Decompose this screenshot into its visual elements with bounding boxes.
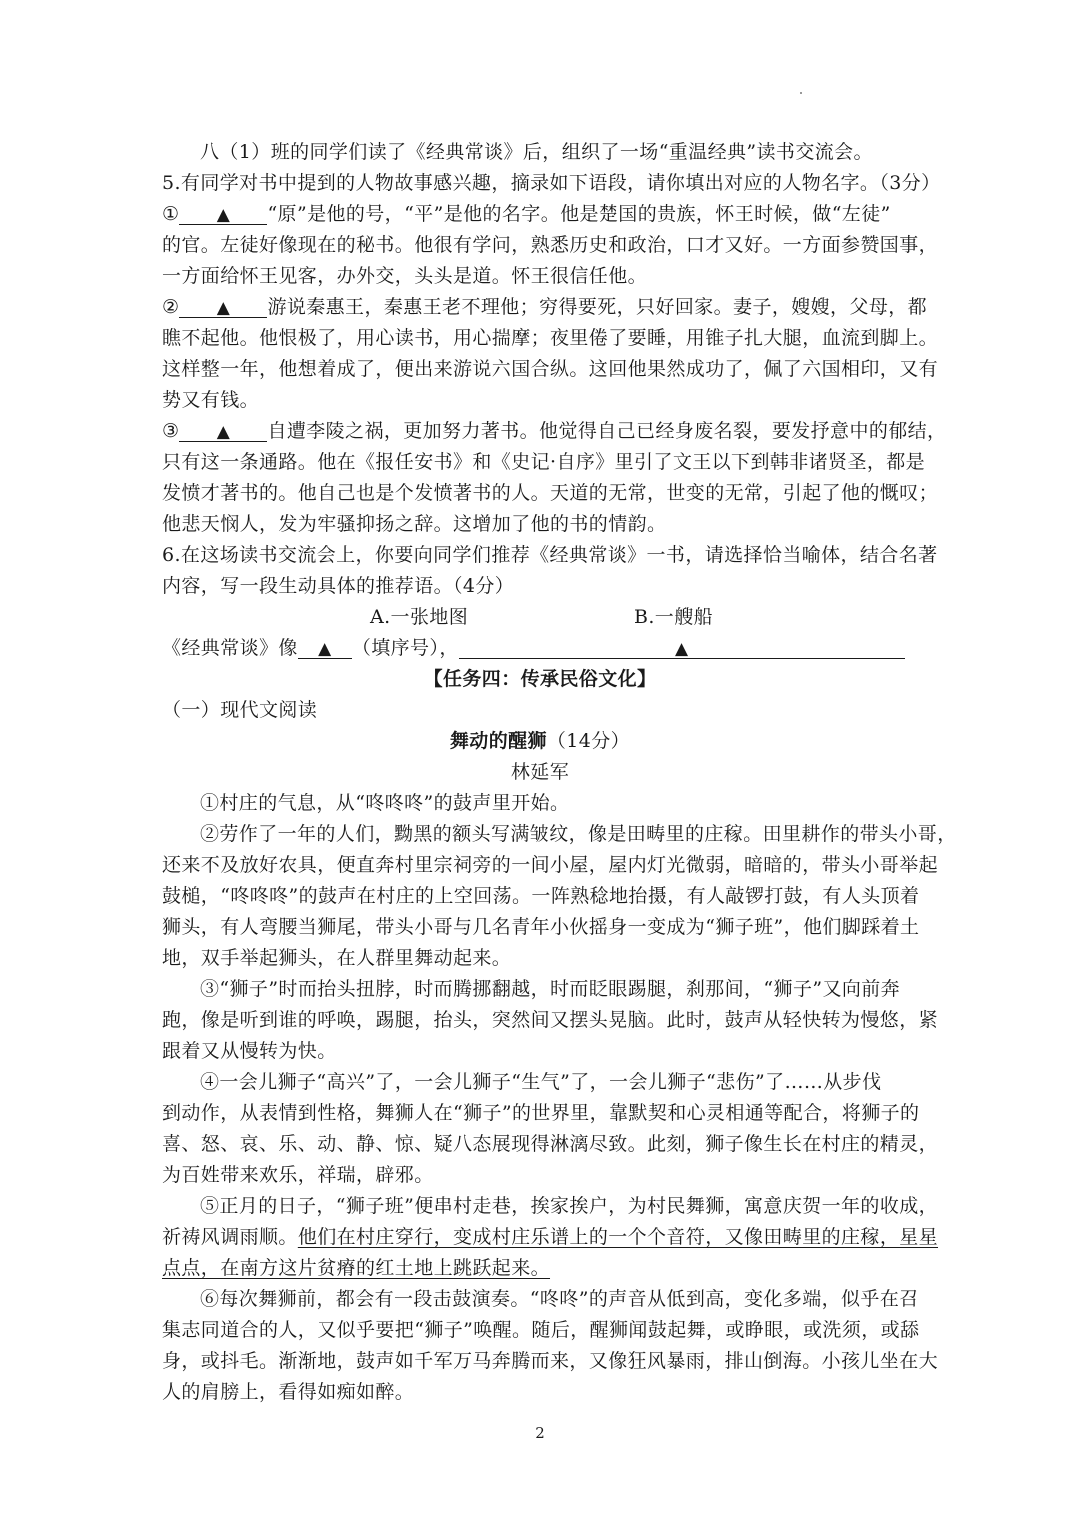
para-line: ③“狮子”时而抬头扭脖，时而腾挪翻越，时而眨眼踢腿，刹那间，“狮子”又向前奔 xyxy=(200,978,901,1000)
para-line xyxy=(162,1257,918,1279)
triangle-icon: ▲ xyxy=(318,639,332,659)
q5-item-2-line: 这样整一年，他想着成了，便出来游说六国合纵。这回他果然成功了，佩了六国相印，又有 xyxy=(162,358,939,380)
para-line: ④一会儿狮子“高兴”了，一会儿狮子“生气”了，一会儿狮子“悲伤”了……从步伐 xyxy=(200,1071,882,1093)
q5-item-2-line: 瞧不起他。他恨极了，用心读书，用心揣摩；夜里倦了要睡，用锥子扎大腿，血流到脚上。 xyxy=(162,327,939,349)
task-title: 【任务四：传承民俗文化】 xyxy=(423,668,657,690)
underlined-sentence: 他们在村庄穿行，变成村庄乐谱上的一个个音符，又像田畴里的庄稼，星星 xyxy=(297,1226,939,1248)
option-a: A.一张地图 xyxy=(370,606,469,628)
triangle-icon: ▲ xyxy=(216,298,231,318)
para-line: 跑，像是听到谁的呼唤，踢腿，抬头，突然间又摆头晃脑。此时，鼓声从轻快转为慢悠，紧 xyxy=(162,1009,939,1031)
item-text: 自遭李陵之祸，更加努力著书。他觉得自己已经身废名裂，要发抒意中的郁结， xyxy=(267,420,947,442)
answer-prefix: 《经典常谈》像 xyxy=(162,637,298,659)
para-text: 祈祷风调雨顺。 xyxy=(162,1226,298,1248)
para-line xyxy=(162,1226,939,1248)
page-number: 2 xyxy=(535,1424,545,1442)
para-line: ②劳作了一年的人们，黝黑的额头写满皱纹，像是田畴里的庄稼。田里耕作的带头小哥， xyxy=(200,823,957,845)
choice-blank[interactable] xyxy=(298,639,352,659)
item-marker: ① xyxy=(162,203,180,225)
para-line: 为百姓带来欢乐，祥瑞，辟邪。 xyxy=(162,1164,434,1186)
answer-blank-3[interactable] xyxy=(179,422,267,442)
para-line: ⑤正月的日子，“狮子班”便串村走巷，挨家挨户，为村民舞狮，寓意庆贺一年的收成， xyxy=(200,1195,939,1217)
para-line: 还来不及放好农具，便直奔村里宗祠旁的一间小屋，屋内灯光微弱，暗暗的，带头小哥举起 xyxy=(162,854,939,876)
article-title-text: 舞动的醒狮 xyxy=(449,730,547,752)
item-text: “原”是他的号，“平”是他的名字。他是楚国的贵族，怀王时候，做“左徒” xyxy=(267,203,891,225)
q5-item-2 xyxy=(162,296,928,318)
q5-item-1-line: 一方面给怀王见客，办外交，头头是道。怀王很信任他。 xyxy=(162,265,648,287)
triangle-icon: ▲ xyxy=(216,422,231,442)
intro-text: 八（1）班的同学们读了《经典常谈》后，组织了一场“重温经典”读书交流会。 xyxy=(200,141,873,163)
underlined-sentence: 点点，在南方这片贫瘠的红土地上跳跃起来。 xyxy=(162,1257,551,1279)
q5-item-3 xyxy=(162,420,947,442)
para-line: 鼓槌，“咚咚咚”的鼓声在村庄的上空回荡。一阵熟稔地抬摄，有人敲锣打鼓，有人头顶着 xyxy=(162,885,920,907)
para-line: 集志同道合的人，又似乎要把“狮子”唤醒。随后，醒狮闻鼓起舞，或睁眼，或洗须，或舔 xyxy=(162,1319,920,1341)
section-title: （一）现代文阅读 xyxy=(162,699,318,721)
scan-speck xyxy=(800,92,802,94)
para-line: 狮头，有人弯腰当狮尾，带头小哥与几名青年小伙摇身一变成为“狮子班”，他们脚踩着土 xyxy=(162,916,920,938)
q6-stem-line: 内容，写一段生动具体的推荐语。（4分） xyxy=(162,575,515,597)
para-line: ⑥每次舞狮前，都会有一段击鼓演奏。“咚咚”的声音从低到高，变化多端，似乎在召 xyxy=(200,1288,919,1310)
q5-item-2-line: 势又有钱。 xyxy=(162,389,260,411)
q6-answer-line xyxy=(162,637,918,659)
item-marker: ③ xyxy=(162,420,180,442)
triangle-icon: ▲ xyxy=(674,639,689,659)
item-text: 游说秦惠王，秦惠王老不理他；穷得要死，只好回家。妻子，嫂嫂，父母，都 xyxy=(267,296,928,318)
para-line: 到动作，从表情到性格，舞狮人在“狮子”的世界里，靠默契和心灵相通等配合，将狮子的 xyxy=(162,1102,920,1124)
q5-stem: 5.有同学对书中提到的人物故事感兴趣，摘录如下语段，请你填出对应的人物名字。（3分） xyxy=(162,172,941,194)
answer-mid: （填序号）， xyxy=(351,637,459,659)
recommendation-blank[interactable] xyxy=(459,639,905,659)
item-marker: ② xyxy=(162,296,180,318)
q5-item-1-line: 的官。左徒好像现在的秘书。他很有学问，熟悉历史和政治，口才又好。一方面参赞国事， xyxy=(162,234,939,256)
para-line: 地，双手举起狮头，在人群里舞动起来。 xyxy=(162,947,512,969)
answer-blank-2[interactable] xyxy=(179,298,267,318)
article-author: 林延军 xyxy=(510,761,570,783)
para-line: 人的肩膀上，看得如痴如醉。 xyxy=(162,1381,415,1403)
q5-item-1 xyxy=(162,203,918,225)
option-b: B.一艘船 xyxy=(634,606,714,628)
q5-item-3-line: 发愤才著书的。他自己也是个发愤著书的人。天道的无常，世变的无常，引起了他的慨叹； xyxy=(162,482,939,504)
q5-item-3-line: 只有这一条通路。他在《报任安书》和《史记·自序》里引了文王以下到韩非诸贤圣，都是 xyxy=(162,451,926,473)
article-title xyxy=(162,730,918,752)
para-line: 跟着又从慢转为快。 xyxy=(162,1040,337,1062)
triangle-icon: ▲ xyxy=(216,205,231,225)
q6-stem-line: 6.在这场读书交流会上，你要向同学们推荐《经典常谈》一书，请选择恰当喻体，结合名著 xyxy=(162,544,938,566)
article-score: （14分） xyxy=(546,730,631,752)
para-line: ①村庄的气息，从“咚咚咚”的鼓声里开始。 xyxy=(200,792,570,814)
para-line: 喜、怒、哀、乐、动、静、惊、疑八态展现得淋漓尽致。此刻，狮子像生长在村庄的精灵， xyxy=(162,1133,939,1155)
answer-blank-1[interactable] xyxy=(179,205,267,225)
q5-item-3-line: 他悲天悯人，发为牢骚抑扬之辞。这增加了他的书的情韵。 xyxy=(162,513,667,535)
para-line: 身，或抖毛。渐渐地，鼓声如千军万马奔腾而来，又像狂风暴雨，排山倒海。小孩儿坐在大 xyxy=(162,1350,939,1372)
